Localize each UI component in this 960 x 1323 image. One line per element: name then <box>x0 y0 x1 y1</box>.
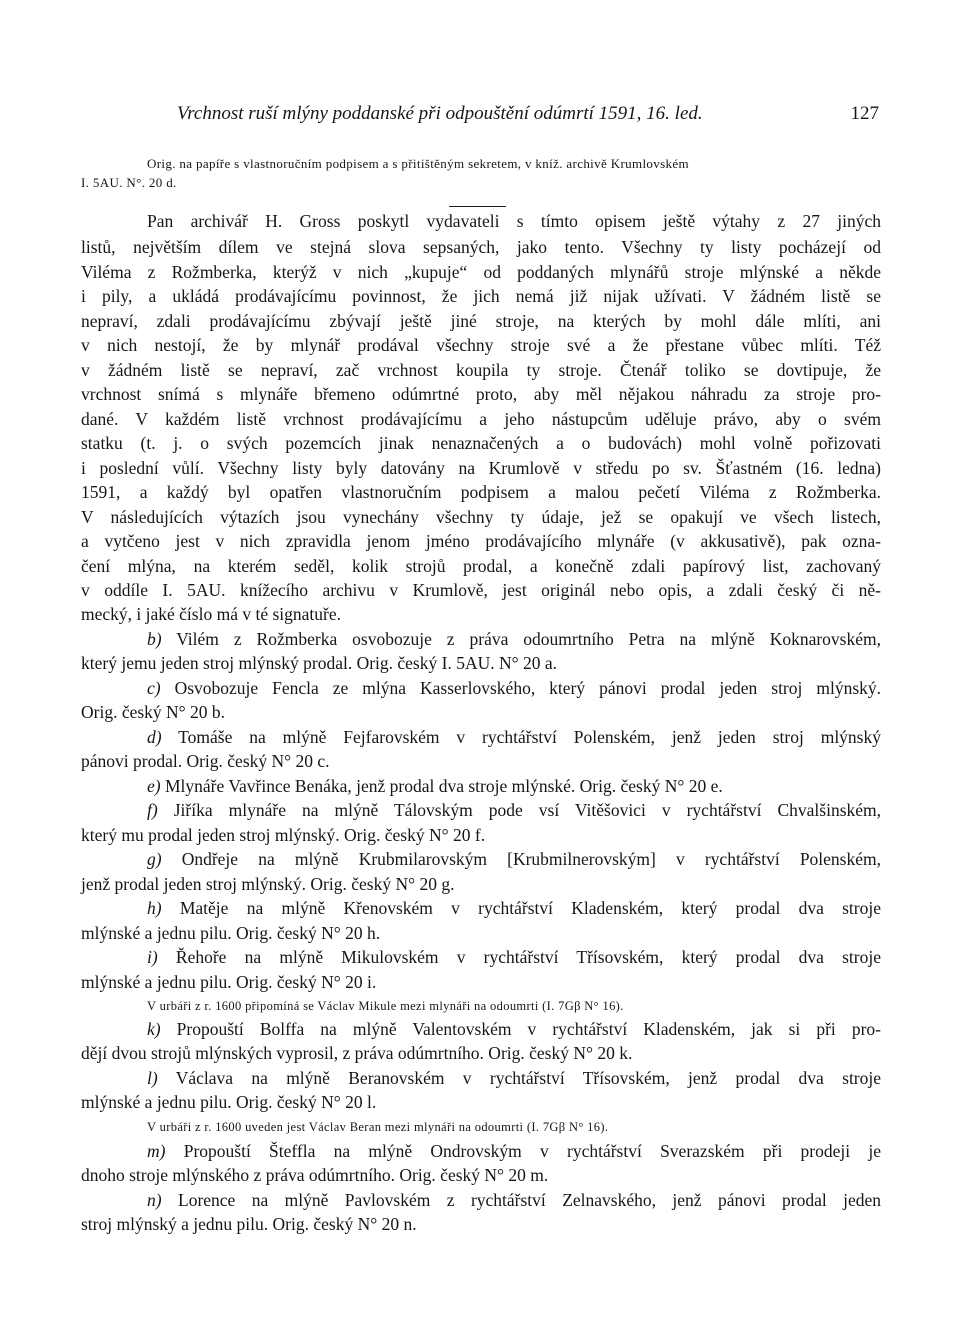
entry-e-line <box>81 775 881 798</box>
entry-text: Propouští Bolffa na mlýně Valentovském v rychtářství Kladenském, jak si při pro- <box>176 1019 881 1039</box>
entry-text: Řehoře na mlýně Mikulovském v rychtářství Třísovském, který prodal dva stroje <box>175 947 881 967</box>
entry-label: l) <box>147 1068 158 1088</box>
entry-k-second-line: dějí dvou strojů mlýnských vyprosil, z práva odúmrtního. Orig. český N° 20 k. <box>81 1043 633 1063</box>
paragraph-line: vrchnost snímá s mlynáře břemeno odúmrtné proto, aby měl nějakou náhradu za stroje pro- <box>81 384 881 404</box>
page-number: 127 <box>850 103 879 124</box>
entry-text: Lorence na mlýně Pavlovském z rychtářství Zelnavského, jenž pánovi prodal jeden <box>178 1190 882 1210</box>
entry-c-first-line <box>81 677 881 700</box>
source-note-line-1: Orig. na papíře s vlastnoručním podpisem a s přitištěným sekretem, v kníž. archivě Krumlovském <box>147 156 689 171</box>
entry-text: Václava na mlýně Beranovském v rychtářství Třísovském, jenž prodal dva stroje <box>175 1068 882 1088</box>
entry-text: Tomáše na mlýně Fejfarovském v rychtářství Polenském, jenž jeden stroj mlýnský <box>178 727 881 747</box>
paragraph-line: dané. V každém listě vrchnost prodávajícímu a jeho nástupcům uděluje právo, aby o svém <box>81 409 881 429</box>
entry-n-first-line <box>81 1189 881 1212</box>
entry-text: Propouští Šteffla na mlýně Ondrovským v rychtářství Sverazském při prodeji je <box>183 1141 881 1161</box>
entry-c-second-line: Orig. český N° 20 b. <box>81 702 226 722</box>
paragraph-line: v žádném listě se nepraví, zač vrchnost koupila ty stroje. Čtenář toliko se dovtipuje, že <box>81 360 881 380</box>
entry-d-second-line: pánovi prodal. Orig. český N° 20 c. <box>81 751 330 771</box>
entry-text: Jiříka mlynáře na mlýně Tálovským pode vsí Vitěšovici v rychtářství Chvalšinském, <box>173 800 882 820</box>
urbar-note: V urbáři z r. 1600 připomíná se Václav Mikule mezi mlynáři na odoumrti (I. 7Gβ N° 16). <box>147 999 624 1013</box>
entry-b-first-line <box>81 628 881 651</box>
paragraph-line: i pily, a ukládá prodávajícímu povinnost, že jich nemá již nijak užívati. V žádném listě se <box>81 286 881 306</box>
paragraph-line: mecký, i jaké číslo má v té signatuře. <box>81 604 341 624</box>
entry-label: n) <box>147 1190 162 1210</box>
entry-k-first-line <box>81 1018 881 1041</box>
entry-g-second-line: jenž prodal jeden stroj mlýnský. Orig. český N° 20 g. <box>81 874 455 894</box>
paragraph-line: Pan archivář H. Gross poskytl vydavateli s tímto opisem ještě výtahy z 27 jiných <box>147 211 881 231</box>
urbar-note: V urbáři z r. 1600 uveden jest Václav Beran mezi mlynáři na odoumrti (I. 7Gβ N° 16). <box>147 1120 609 1134</box>
paragraph-line: čení mlýna, na kterém seděl, kolik strojů prodal, a konečně zdali papírový list, zachovaný <box>81 556 881 576</box>
paragraph-line: a vytčeno jest v nich zpravidla jenom jméno prodávajícího mlynáře (v akkusativě), pak ozna- <box>81 531 881 551</box>
paragraph-line: listů, největším dílem ve stejná slova sepsaných, jako tento. Všechny ty listy pocházejí od <box>81 237 881 257</box>
entry-label: g) <box>147 849 162 869</box>
source-note-line-2: I. 5AU. N°. 20 d. <box>81 175 177 190</box>
entry-i-second-line: mlýnské a jednu pilu. Orig. český N° 20 i. <box>81 972 377 992</box>
entry-label: d) <box>147 727 162 747</box>
entry-f-first-line <box>81 799 881 822</box>
running-header <box>81 103 881 133</box>
entry-label: h) <box>147 898 162 918</box>
entry-m-second-line: dnoho stroje mlýnského z práva odúmrtního. Orig. český N° 20 m. <box>81 1165 549 1185</box>
paragraph-line: V následujících výtazích jsou vynechány všechny ty údaje, jež se opakují ve všech listech, <box>81 507 881 527</box>
paragraph-line: v nich nestojí, že by mlynář prodával všechny stroje své a že přestane vůbec mlíti. Též <box>81 335 881 355</box>
paragraph-line: v oddíle I. 5AU. knížecího archivu v Krumlově, jest originál nebo opis, a zdali český či ně- <box>81 580 881 600</box>
entry-label: m) <box>147 1141 166 1161</box>
entry-g-first-line <box>81 848 881 871</box>
entry-h-second-line: mlýnské a jednu pilu. Orig. český N° 20 h. <box>81 923 381 943</box>
entry-text: Vilém z Rožmberka osvobozuje z práva odoumrtního Petra na mlýně Koknarovském, <box>176 629 881 649</box>
entry-h-first-line <box>81 897 881 920</box>
entry-label: f) <box>147 800 158 820</box>
paragraph-line: Viléma z Rožmberka, kterýž v nich „kupuje“ od poddaných mlynářů stroje mlýnské a někde <box>81 262 881 282</box>
entry-label: e) <box>147 776 161 796</box>
entry-label: i) <box>147 947 158 967</box>
section-divider <box>449 206 506 207</box>
paragraph-line: 1591, a každý byl opatřen vlastnoručním podpisem a malou pečetí Viléma z Rožmberka. <box>81 482 881 502</box>
paragraph-line: i poslední vůlí. Všechny listy byly datovány na Krumlově v středu po sv. Šťastném (16. ledna) <box>81 458 881 478</box>
entry-label: k) <box>147 1019 161 1039</box>
paragraph-line: statku (t. j. o svých pozemcích jinak nenaznačených a o budovách) mohl volně pořizovati <box>81 433 881 453</box>
entry-text: Osvobozuje Fencla ze mlýna Kasserlovského, který pánovi prodal jeden stroj mlýnský. <box>174 678 882 698</box>
entry-i-first-line <box>81 946 881 969</box>
running-title: Vrchnost ruší mlýny poddanské při odpouštění odúmrtí 1591, 16. led. <box>177 103 703 124</box>
entry-text: Mlynáře Vavřince Benáka, jenž prodal dva stroje mlýnské. Orig. český N° 20 e. <box>164 776 723 796</box>
entry-l-second-line: mlýnské a jednu pilu. Orig. český N° 20 l. <box>81 1092 377 1112</box>
entry-label: b) <box>147 629 162 649</box>
entry-d-first-line <box>81 726 881 749</box>
entry-text: Ondřeje na mlýně Krubmilarovským [Krubmilnerovským] v rychtářství Polenském, <box>181 849 881 869</box>
entry-label: c) <box>147 678 161 698</box>
entry-f-second-line: který mu prodal jeden stroj mlýnský. Orig. český N° 20 f. <box>81 825 486 845</box>
entry-b-second-line: který jemu jeden stroj mlýnský prodal. Orig. český I. 5AU. N° 20 a. <box>81 653 558 673</box>
paragraph-line: nepraví, zdali prodávajícímu zbývají ještě jiné stroje, na kterých by mohl dále mlíti, ani <box>81 311 881 331</box>
entry-m-first-line <box>81 1140 881 1163</box>
entry-text: Matěje na mlýně Křenovském v rychtářství Kladenském, který prodal dva stroje <box>179 898 882 918</box>
entry-l-first-line <box>81 1067 881 1090</box>
entry-n-second-line: stroj mlýnský a jednu pilu. Orig. český N° 20 n. <box>81 1214 417 1234</box>
